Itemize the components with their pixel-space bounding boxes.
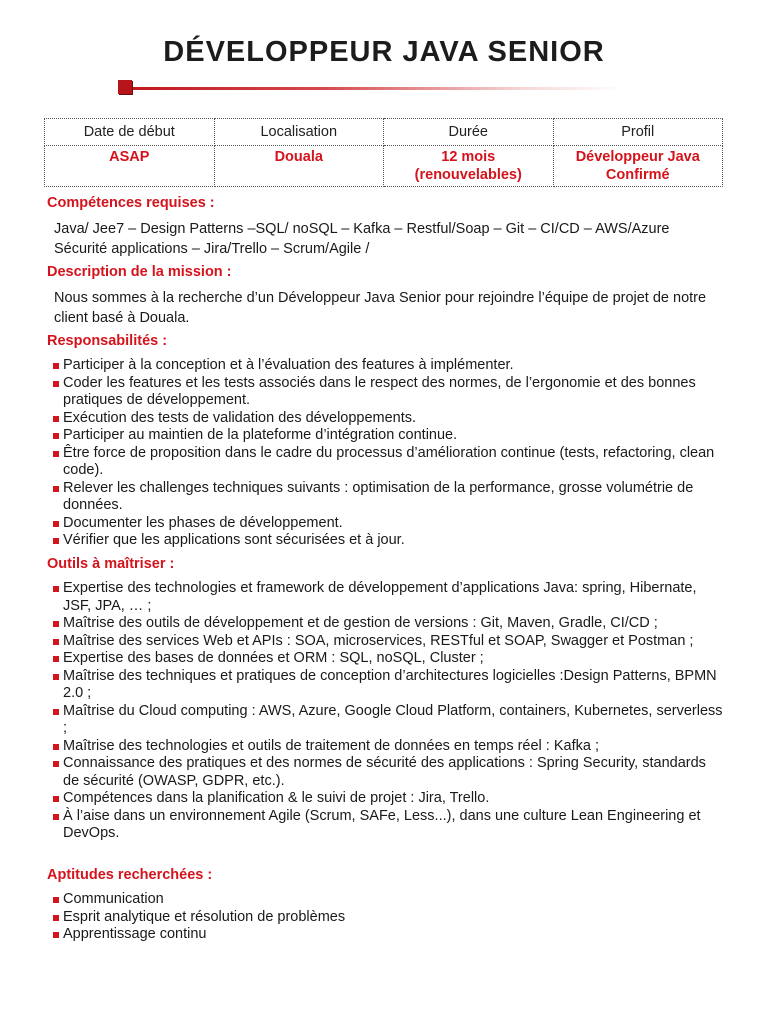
competences-text: Java/ Jee7 – Design Patterns –SQL/ noSQL – Kafka – Restful/Soap – Git – CI/CD – AWS/Azure Sécurité applications – Jira/Trello – Scrum/Agile / — [54, 221, 670, 257]
section-title-aptitudes: Aptitudes recherchées : — [47, 867, 213, 883]
header-profil: Profil — [553, 119, 723, 146]
header-duree: Durée — [384, 119, 554, 146]
value-localisation: Douala — [214, 146, 384, 187]
value-date-debut: ASAP — [45, 146, 215, 187]
list-item: Participer à la conception et à l’évaluation des features à implémenter. — [52, 357, 724, 375]
info-table-value-row — [45, 146, 723, 187]
aptitudes-list — [52, 891, 724, 944]
value-profil: Développeur Java Confirmé — [553, 146, 723, 187]
outils-list — [52, 580, 724, 843]
list-item: Maîtrise des services Web et APIs : SOA, microservices, RESTful et SOAP, Swagger et Postman ; — [52, 633, 724, 651]
header-localisation: Localisation — [214, 119, 384, 146]
value-duree: 12 mois (renouvelables) — [384, 146, 554, 187]
list-item: Connaissance des pratiques et des normes de sécurité des applications : Spring Security, standards de sécurité (OWASP, GDPR, etc.). — [52, 755, 724, 790]
list-item: Maîtrise des technologies et outils de traitement de données en temps réel : Kafka ; — [52, 738, 724, 756]
list-item: Expertise des bases de données et ORM : SQL, noSQL, Cluster ; — [52, 650, 724, 668]
section-title-mission: Description de la mission : — [47, 264, 232, 280]
list-item: À l’aise dans un environnement Agile (Scrum, SAFe, Less...), dans une culture Lean Engineering et DevOps. — [52, 808, 724, 843]
list-item: Maîtrise des techniques et pratiques de conception d’architectures logicielles :Design Patterns, BPMN 2.0 ; — [52, 668, 724, 703]
list-item: Maîtrise du Cloud computing : AWS, Azure, Google Cloud Platform, containers, Kubernetes, serverless ; — [52, 703, 724, 738]
section-title-competences: Compétences requises : — [47, 195, 215, 211]
list-item: Vérifier que les applications sont sécurisées et à jour. — [52, 532, 724, 550]
list-item: Coder les features et les tests associés dans le respect des normes, de l’ergonomie et des bonnes pratiques de développement. — [52, 375, 724, 410]
page-title: DÉVELOPPEUR JAVA SENIOR — [163, 36, 605, 68]
list-item: Participer au maintien de la plateforme d’intégration continue. — [52, 427, 724, 445]
list-item: Esprit analytique et résolution de problèmes — [52, 909, 724, 927]
header-date-debut: Date de début — [45, 119, 215, 146]
info-table — [44, 118, 723, 187]
list-item: Compétences dans la planification & le suivi de projet : Jira, Trello. — [52, 790, 724, 808]
list-item: Maîtrise des outils de développement et de gestion de versions : Git, Maven, Gradle, CI/CD ; — [52, 615, 724, 633]
title-accent-square — [118, 80, 132, 94]
section-title-responsabilites: Responsabilités : — [47, 333, 168, 349]
list-item: Documenter les phases de développement. — [52, 515, 724, 533]
title-underline — [124, 87, 624, 90]
list-item: Apprentissage continu — [52, 926, 724, 944]
list-item: Expertise des technologies et framework de développement d’applications Java: spring, Hibernate, JSF, JPA, … ; — [52, 580, 724, 615]
list-item: Relever les challenges techniques suivants : optimisation de la performance, grosse volumétrie de données. — [52, 480, 724, 515]
list-item: Être force de proposition dans le cadre du processus d’amélioration continue (tests, refactoring, clean code). — [52, 445, 724, 480]
mission-text: Nous sommes à la recherche d’un Développeur Java Senior pour rejoindre l’équipe de projet de notre client basé à Douala. — [54, 290, 707, 326]
responsabilites-list — [52, 357, 724, 550]
section-title-outils: Outils à maîtriser : — [47, 556, 175, 572]
list-item: Communication — [52, 891, 724, 909]
info-table-header-row — [45, 119, 723, 146]
list-item: Exécution des tests de validation des développements. — [52, 410, 724, 428]
